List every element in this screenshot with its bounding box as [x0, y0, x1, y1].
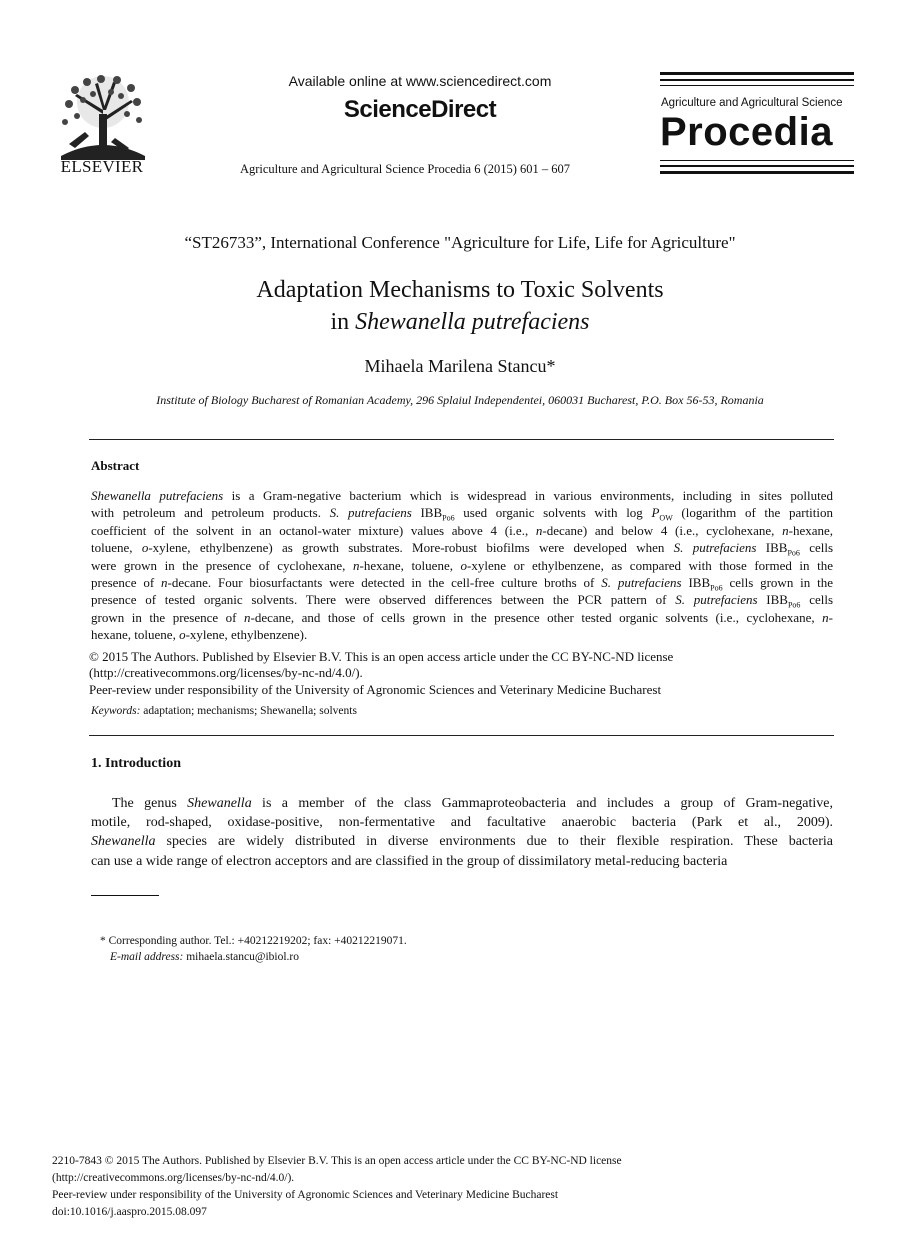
text-run: presence of: [91, 575, 161, 591]
title-species: Shewanella putrefaciens: [355, 309, 590, 335]
italic-run: S. putrefaciens: [329, 505, 412, 521]
text-run: cells: [799, 540, 834, 556]
text-run: is a Gram-negative bacterium which is widespread in various environments, including in sites polluted: [223, 488, 833, 503]
copyright-line1: © 2015 The Authors. Published by Elsevier B.V. This is an open access article under the CC BY-NC-ND license: [89, 649, 674, 664]
subscript-run: Po6: [442, 514, 455, 523]
text-line: [91, 813, 833, 832]
italic-run: S. putrefaciens: [675, 592, 758, 608]
page-footer: [52, 1153, 852, 1221]
italic-run: Shewanella: [91, 834, 156, 850]
italic-run: Shewanella putrefaciens: [91, 488, 224, 503]
text-line: [91, 504, 833, 521]
license-link[interactable]: (http://creativecommons.org/licenses/by-nc-nd/4.0/).: [89, 665, 363, 681]
text-line: [91, 557, 833, 574]
text-line: [91, 794, 833, 813]
article-title-line1: Adaptation Mechanisms to Toxic Solvents: [256, 277, 664, 303]
text-run: used organic solvents with log: [454, 505, 652, 521]
author-name: Mihaela Marilena Stancu*: [364, 356, 556, 376]
text-run: IBB: [757, 592, 788, 608]
text-run: with petroleum and petroleum products.: [91, 505, 330, 521]
text-run: were grown in the presence of cyclohexane,: [91, 557, 353, 573]
italic-run: n: [822, 609, 829, 625]
text-run: presence of tested organic solvents. There were observed differences between the PCR pattern of: [91, 592, 676, 608]
italic-run: n: [535, 522, 543, 538]
text-run: cells: [800, 592, 834, 608]
procedia-subtitle: Agriculture and Agricultural Science: [661, 97, 843, 109]
procedia-logo: [660, 72, 854, 176]
text-run: -xylene, ethylbenzene) as growth substrates. More-robust biofilms were developed when: [148, 540, 674, 556]
text-line: [91, 591, 834, 611]
available-online-text[interactable]: Available online at www.sciencedirect.com: [288, 73, 552, 89]
divider-top: [89, 439, 834, 440]
journal-citation: Agriculture and Agricultural Science Procedia 6 (2015) 601 – 607: [239, 162, 571, 176]
text-run: species are widely distributed in diverse environments due to their flexible respiration. These bacteria: [155, 834, 833, 850]
introduction-heading: 1. Introduction: [91, 756, 181, 771]
abstract-body: [91, 487, 833, 644]
publisher-name: ELSEVIER: [60, 157, 144, 176]
italic-run: P: [651, 505, 660, 521]
footer-peer-review: Peer-review under responsibility of the University of Agronomic Sciences and Veterinary Medicine Bucharest: [52, 1189, 559, 1201]
text-run: -: [828, 609, 833, 625]
text-run: IBB: [756, 540, 788, 556]
text-line: [91, 522, 833, 539]
italic-run: n: [161, 575, 168, 591]
italic-run: n: [243, 609, 251, 625]
text-run: -xylene, ethylbenzene).: [185, 627, 308, 643]
abstract-heading: Abstract: [91, 458, 140, 473]
text-run: can use a wide range of electron acceptors and are classified in the group of dissimilatory metal-reducing bacteria: [91, 853, 728, 869]
text-run: -hexane,: [788, 522, 834, 538]
text-run: is a member of the class Gammaproteobacteria and includes a group of Gram-negative,: [251, 796, 833, 811]
italic-run: n: [782, 522, 789, 538]
text-run: -decane. Four biosurfactants were detected in the cell-free culture broths of: [167, 575, 602, 591]
peer-review-note: Peer-review under responsibility of the University of Agronomic Sciences and Veterinary Medicine Bucharest: [89, 681, 662, 697]
keywords-label: Keywords:: [91, 705, 141, 717]
italic-run: o: [141, 540, 149, 556]
italic-run: Shewanella: [187, 796, 252, 811]
text-run: coefficient of the solvent in an octanol-water mixture) values above 4 (i.e.,: [91, 522, 536, 538]
text-run: grown in the presence of: [91, 609, 244, 625]
subscript-run: Po6: [710, 583, 723, 593]
keywords: [91, 705, 357, 717]
text-line: [91, 852, 833, 871]
corresponding-author-footnote: * Corresponding author. Tel.: +40212219202; fax: +40212219071.: [100, 935, 407, 947]
text-line: [91, 609, 833, 626]
procedia-title: Procedia: [660, 110, 833, 154]
footer-issn-license: 2210-7843 © 2015 The Authors. Published by Elsevier B.V. This is an open access article under the CC BY-NC-ND license: [52, 1155, 622, 1167]
text-run: -decane, and those of cells grown in the presence other tested organic solvents (i.e., cyclohexane,: [250, 609, 823, 625]
text-run: cells grown in the: [722, 575, 834, 591]
italic-run: n: [352, 557, 360, 573]
text-line: [91, 832, 833, 851]
title-prefix: in: [330, 309, 356, 335]
author-affiliation: Institute of Biology Bucharest of Romanian Academy, 296 Splaiul Independentei, 060031 Bucharest, P.O. Box 56-53, Romania: [156, 393, 764, 407]
subscript-run: Po6: [787, 601, 801, 611]
text-run: (logarithm of the partition: [672, 505, 834, 521]
text-run: The genus: [112, 796, 188, 811]
text-run: -hexane, toluene,: [359, 557, 461, 573]
introduction-body: [91, 794, 833, 871]
text-run: motile, rod-shaped, oxidase-positive, non-fermentative and facultative anaerobic bacteria (Park et al., 2009).: [91, 815, 833, 831]
conference-name: “ST26733”, International Conference "Agriculture for Life, Life for Agriculture": [184, 233, 736, 252]
subscript-run: Po6: [787, 548, 800, 558]
italic-run: S. putrefaciens: [601, 575, 682, 591]
text-line: [91, 626, 833, 643]
subscript-run: OW: [659, 514, 673, 523]
divider-bottom: [89, 735, 834, 736]
text-run: -xylene or ethylbenzene, as compared with those formed in the: [467, 557, 833, 573]
text-line: [91, 574, 833, 591]
keywords-list: adaptation; mechanisms; Shewanella; solvents: [140, 705, 357, 717]
email-footnote: [110, 951, 299, 963]
text-run: toluene,: [91, 540, 142, 556]
text-run: IBB: [411, 505, 443, 521]
footnote-rule: [91, 895, 159, 896]
italic-run: o: [179, 627, 186, 643]
article-title-line2: [60, 309, 860, 336]
text-line: [91, 487, 833, 504]
sciencedirect-logo-text[interactable]: ScienceDirect: [343, 96, 497, 123]
footer-license-link[interactable]: (http://creativecommons.org/licenses/by-nc-nd/4.0/).: [52, 1172, 295, 1184]
text-run: -decane) and below 4 (i.e., cyclohexane,: [542, 522, 783, 538]
copyright-notice: [89, 649, 834, 698]
italic-run: S. putrefaciens: [673, 540, 757, 556]
text-line: [91, 539, 833, 556]
text-run: IBB: [681, 575, 711, 591]
footer-doi[interactable]: doi:10.1016/j.aaspro.2015.08.097: [52, 1206, 207, 1218]
text-run: hexane, toluene,: [91, 627, 180, 643]
email-label: E-mail address:: [110, 951, 184, 963]
italic-run: o: [460, 557, 468, 573]
email-address[interactable]: mihaela.stancu@ibiol.ro: [183, 951, 300, 963]
